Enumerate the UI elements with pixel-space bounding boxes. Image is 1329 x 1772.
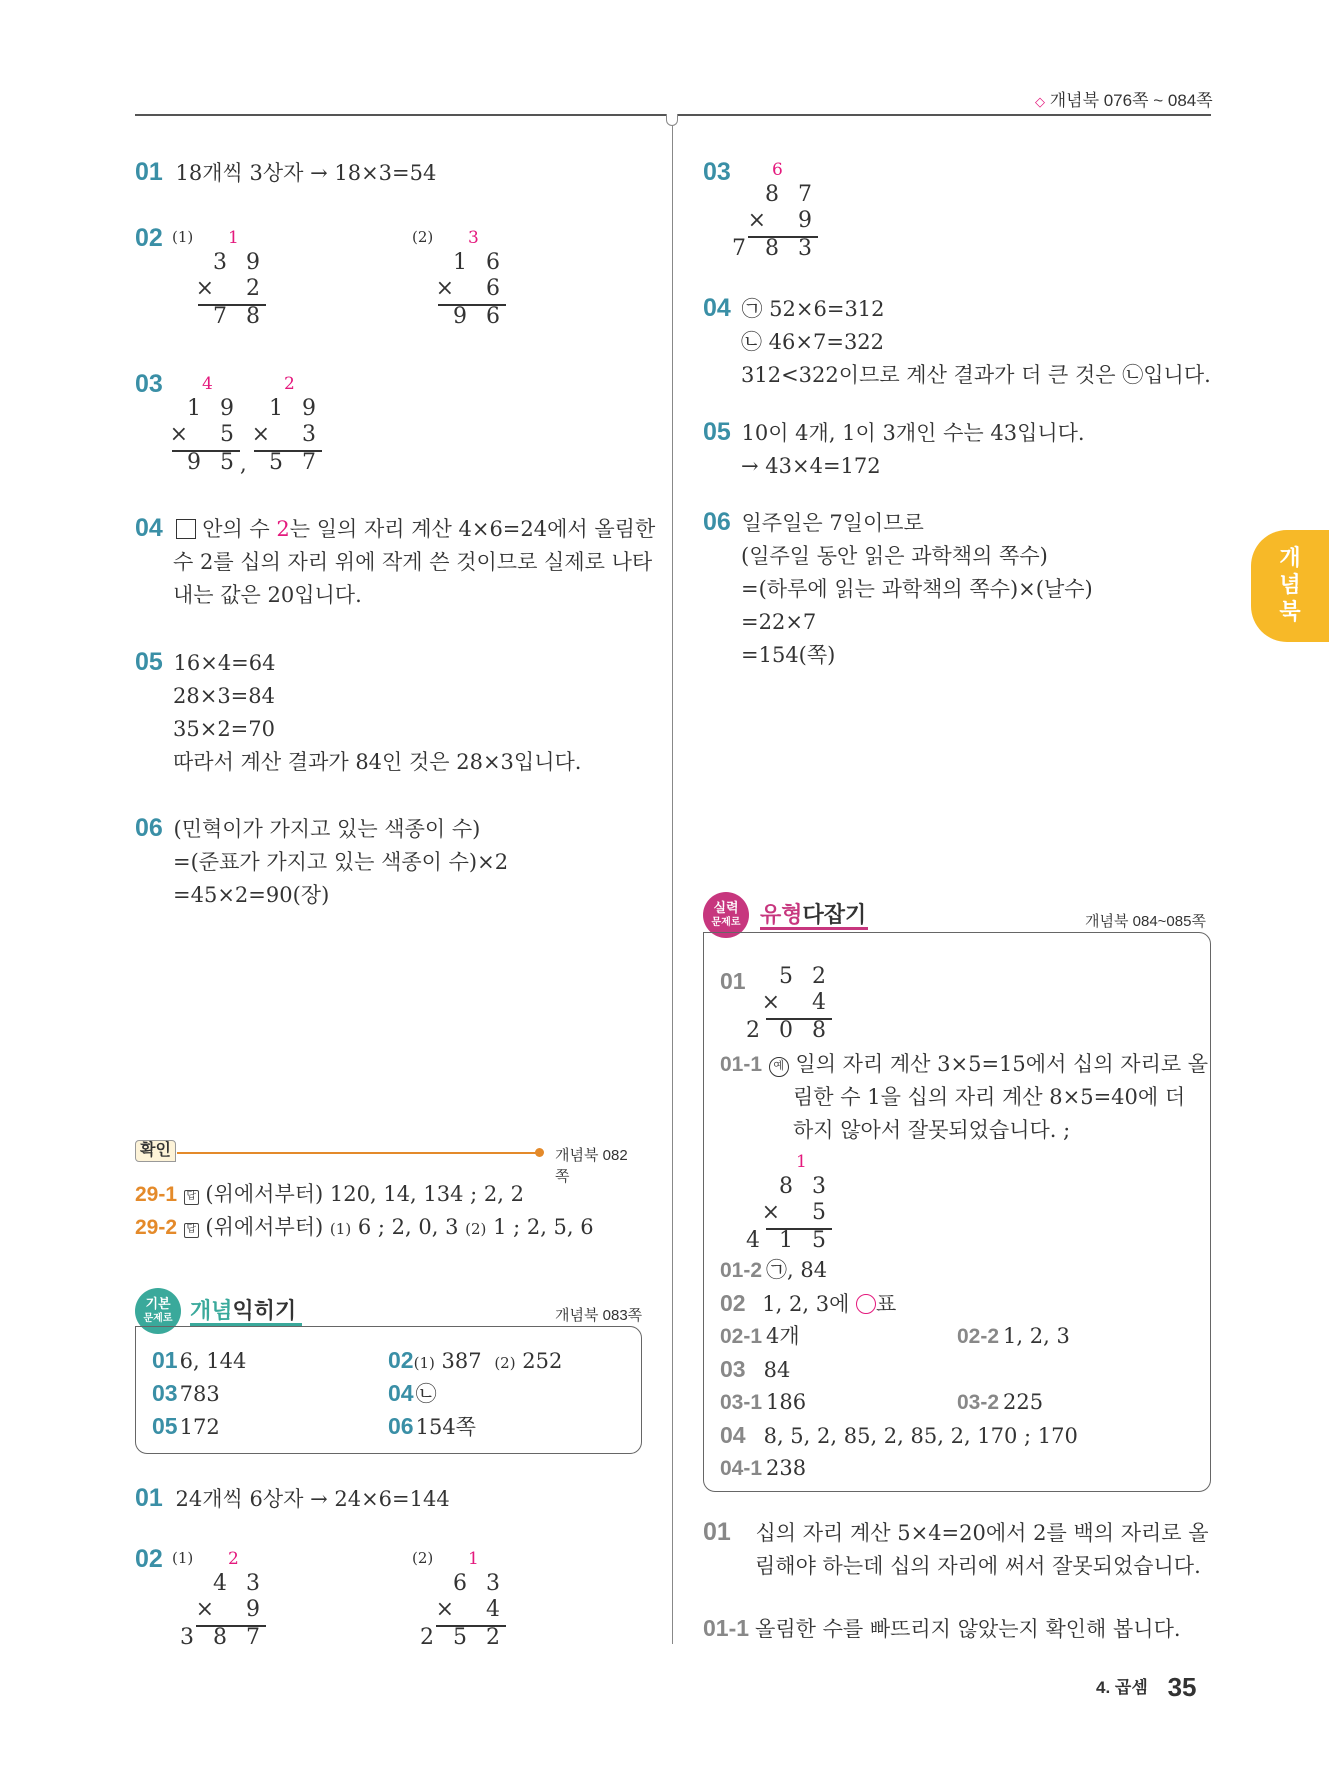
right-e01: 01 십의 자리 계산 5×4=20에서 2를 백의 자리로 올 림해야 하는데 십의 자리에 써서 잘못되었습니다. [703,1518,1209,1578]
basic-title: 개념익히기 [190,1298,297,1323]
basic-ref: 개념북 083쪽 [555,1307,643,1324]
diamond-icon: ◇ [1035,94,1045,109]
left-b02-num: 02 [135,1545,163,1573]
right-q06: 06 일주일은 7일이므로 (일주일 동안 읽은 과학책의 쪽수) =(하루에 읽는 과학책의 쪽수)×(날수) =22×7 =154(쪽) [703,508,1093,667]
divider-notch [666,114,678,126]
left-q02-p1-label: (1) [172,228,194,246]
skill-022: 02-2 1, 2, 3 [957,1324,1070,1348]
blank-square-icon [176,519,196,539]
left-q03-num: 03 [135,370,163,398]
skill-04: 04 8, 5, 2, 85, 2, 85, 2, 170 ; 170 [720,1422,1078,1448]
page-number: 35 [1167,1672,1197,1702]
check-title: 확인 [135,1140,176,1162]
left-q02-p1-calc: 1 3 9 × 2 7 8 [195,228,266,329]
basic-item-03: 03783 [152,1380,220,1406]
right-q04: 04 ㉠ 52×6=312 ㉡ 46×7=322 312<322이므로 계산 결과가 더 큰 것은 ㉡입니다. [703,294,1211,387]
skill-011: 01-1 예 일의 자리 계산 3×5=15에서 십의 자리로 올 림한 수 1을 십의 자리 계산 8×5=40에 더 하지 않아서 잘못되었습니다. ; [720,1052,1209,1142]
check-row-2: 29-2 답 (위에서부터) (1) 6 ; 2, 0, 3 (2) 1 ; 2, 5, 6 [135,1215,594,1239]
skill-01-calc: 5 2 × 4 2 0 8 [746,964,832,1043]
left-q03-a-calc: 4 1 9 × 5 9 5 [169,374,240,475]
basic-badge: 기본 문제로 [135,1288,181,1334]
dot-icon [535,1148,544,1157]
example-icon: 예 [769,1057,789,1077]
skill-041: 04-1 238 [720,1456,807,1480]
right-q03-calc: 6 8 7 × 9 7 8 3 [732,160,818,261]
skill-title: 유형다잡기 [760,902,867,927]
answer-icon: 답 [184,1223,199,1238]
skill-ref: 개념북 084~085쪽 [1085,913,1206,930]
left-q03-sep: , [240,452,247,476]
left-b02-p1-calc: 2 4 3 × 9 3 8 7 [180,1549,266,1650]
skill-02: 02 1, 2, 3에 표 [720,1290,897,1316]
basic-item-01: 016, 144 [152,1347,247,1373]
left-q02-p2-label: (2) [412,228,434,246]
check-header: 확인 개념북 082쪽 [135,1140,640,1164]
right-e011: 01-1 올림한 수를 빠뜨리지 않았는지 확인해 봅니다. [703,1615,1181,1641]
skill-01-num: 01 [720,968,746,994]
left-q01: 01 18개씩 3상자 → 18×3=54 [135,158,437,186]
basic-item-05: 05172 [152,1413,220,1439]
skill-021: 02-1 4개 [720,1324,800,1348]
right-q03-num: 03 [703,158,731,186]
basic-item-04: 04㉡ [388,1380,437,1406]
left-q06: 06 (민혁이가 가지고 있는 색종이 수) =(준표가 가지고 있는 색종이 수)×2 =45×2=90(장) [135,814,509,907]
left-b02-p1-label: (1) [172,1549,194,1567]
left-b02-p2-label: (2) [412,1549,434,1567]
check-row-1: 29-1 답 (위에서부터) 120, 14, 134 ; 2, 2 [135,1182,524,1206]
basic-item-02: 02(1) 387 (2) 252 [388,1347,563,1373]
left-b02-p2-calc: 1 6 3 × 4 2 5 2 [420,1549,506,1650]
header-ref: ◇ 개념북 076쪽 ~ 084쪽 [1035,91,1213,110]
column-divider [672,114,673,1644]
skill-title-underline [760,927,868,930]
skill-012: 01-2 ㉠, 84 [720,1258,828,1282]
right-q05: 05 10이 4개, 1이 3개인 수는 43입니다. → 43×4=172 [703,418,1085,478]
circle-icon [856,1294,876,1314]
side-tab[interactable]: 개 념 북 [1251,530,1329,642]
left-q03-b-calc: 2 1 9 × 3 5 7 [251,374,322,475]
skill-031: 03-1 186 [720,1390,807,1414]
answer-icon: 답 [184,1190,199,1205]
left-b01: 01 24개씩 6상자 → 24×6=144 [135,1484,450,1512]
skill-011-calc: 1 8 3 × 5 4 1 5 [746,1152,832,1253]
basic-item-06: 06154쪽 [388,1413,476,1439]
skill-032: 03-2 225 [957,1390,1044,1414]
footer [1096,1672,1197,1703]
footer-chapter: 4. 곱셈 [1096,1678,1148,1697]
left-q02-p2-calc: 3 1 6 × 6 9 6 [435,228,506,329]
skill-badge: 실력 문제로 [703,892,749,938]
left-q04: 04 안의 수 2는 일의 자리 계산 4×6=24에서 올림한 수 2를 십의 자리 위에 작게 쓴 것이므로 실제로 나타 내는 값은 20입니다. [135,514,656,607]
skill-03: 03 84 [720,1356,791,1382]
left-q02-num: 02 [135,224,163,252]
left-q05: 05 16×4=64 28×3=84 35×2=70 따라서 계산 결과가 84인 것은 28×3입니다. [135,648,582,774]
